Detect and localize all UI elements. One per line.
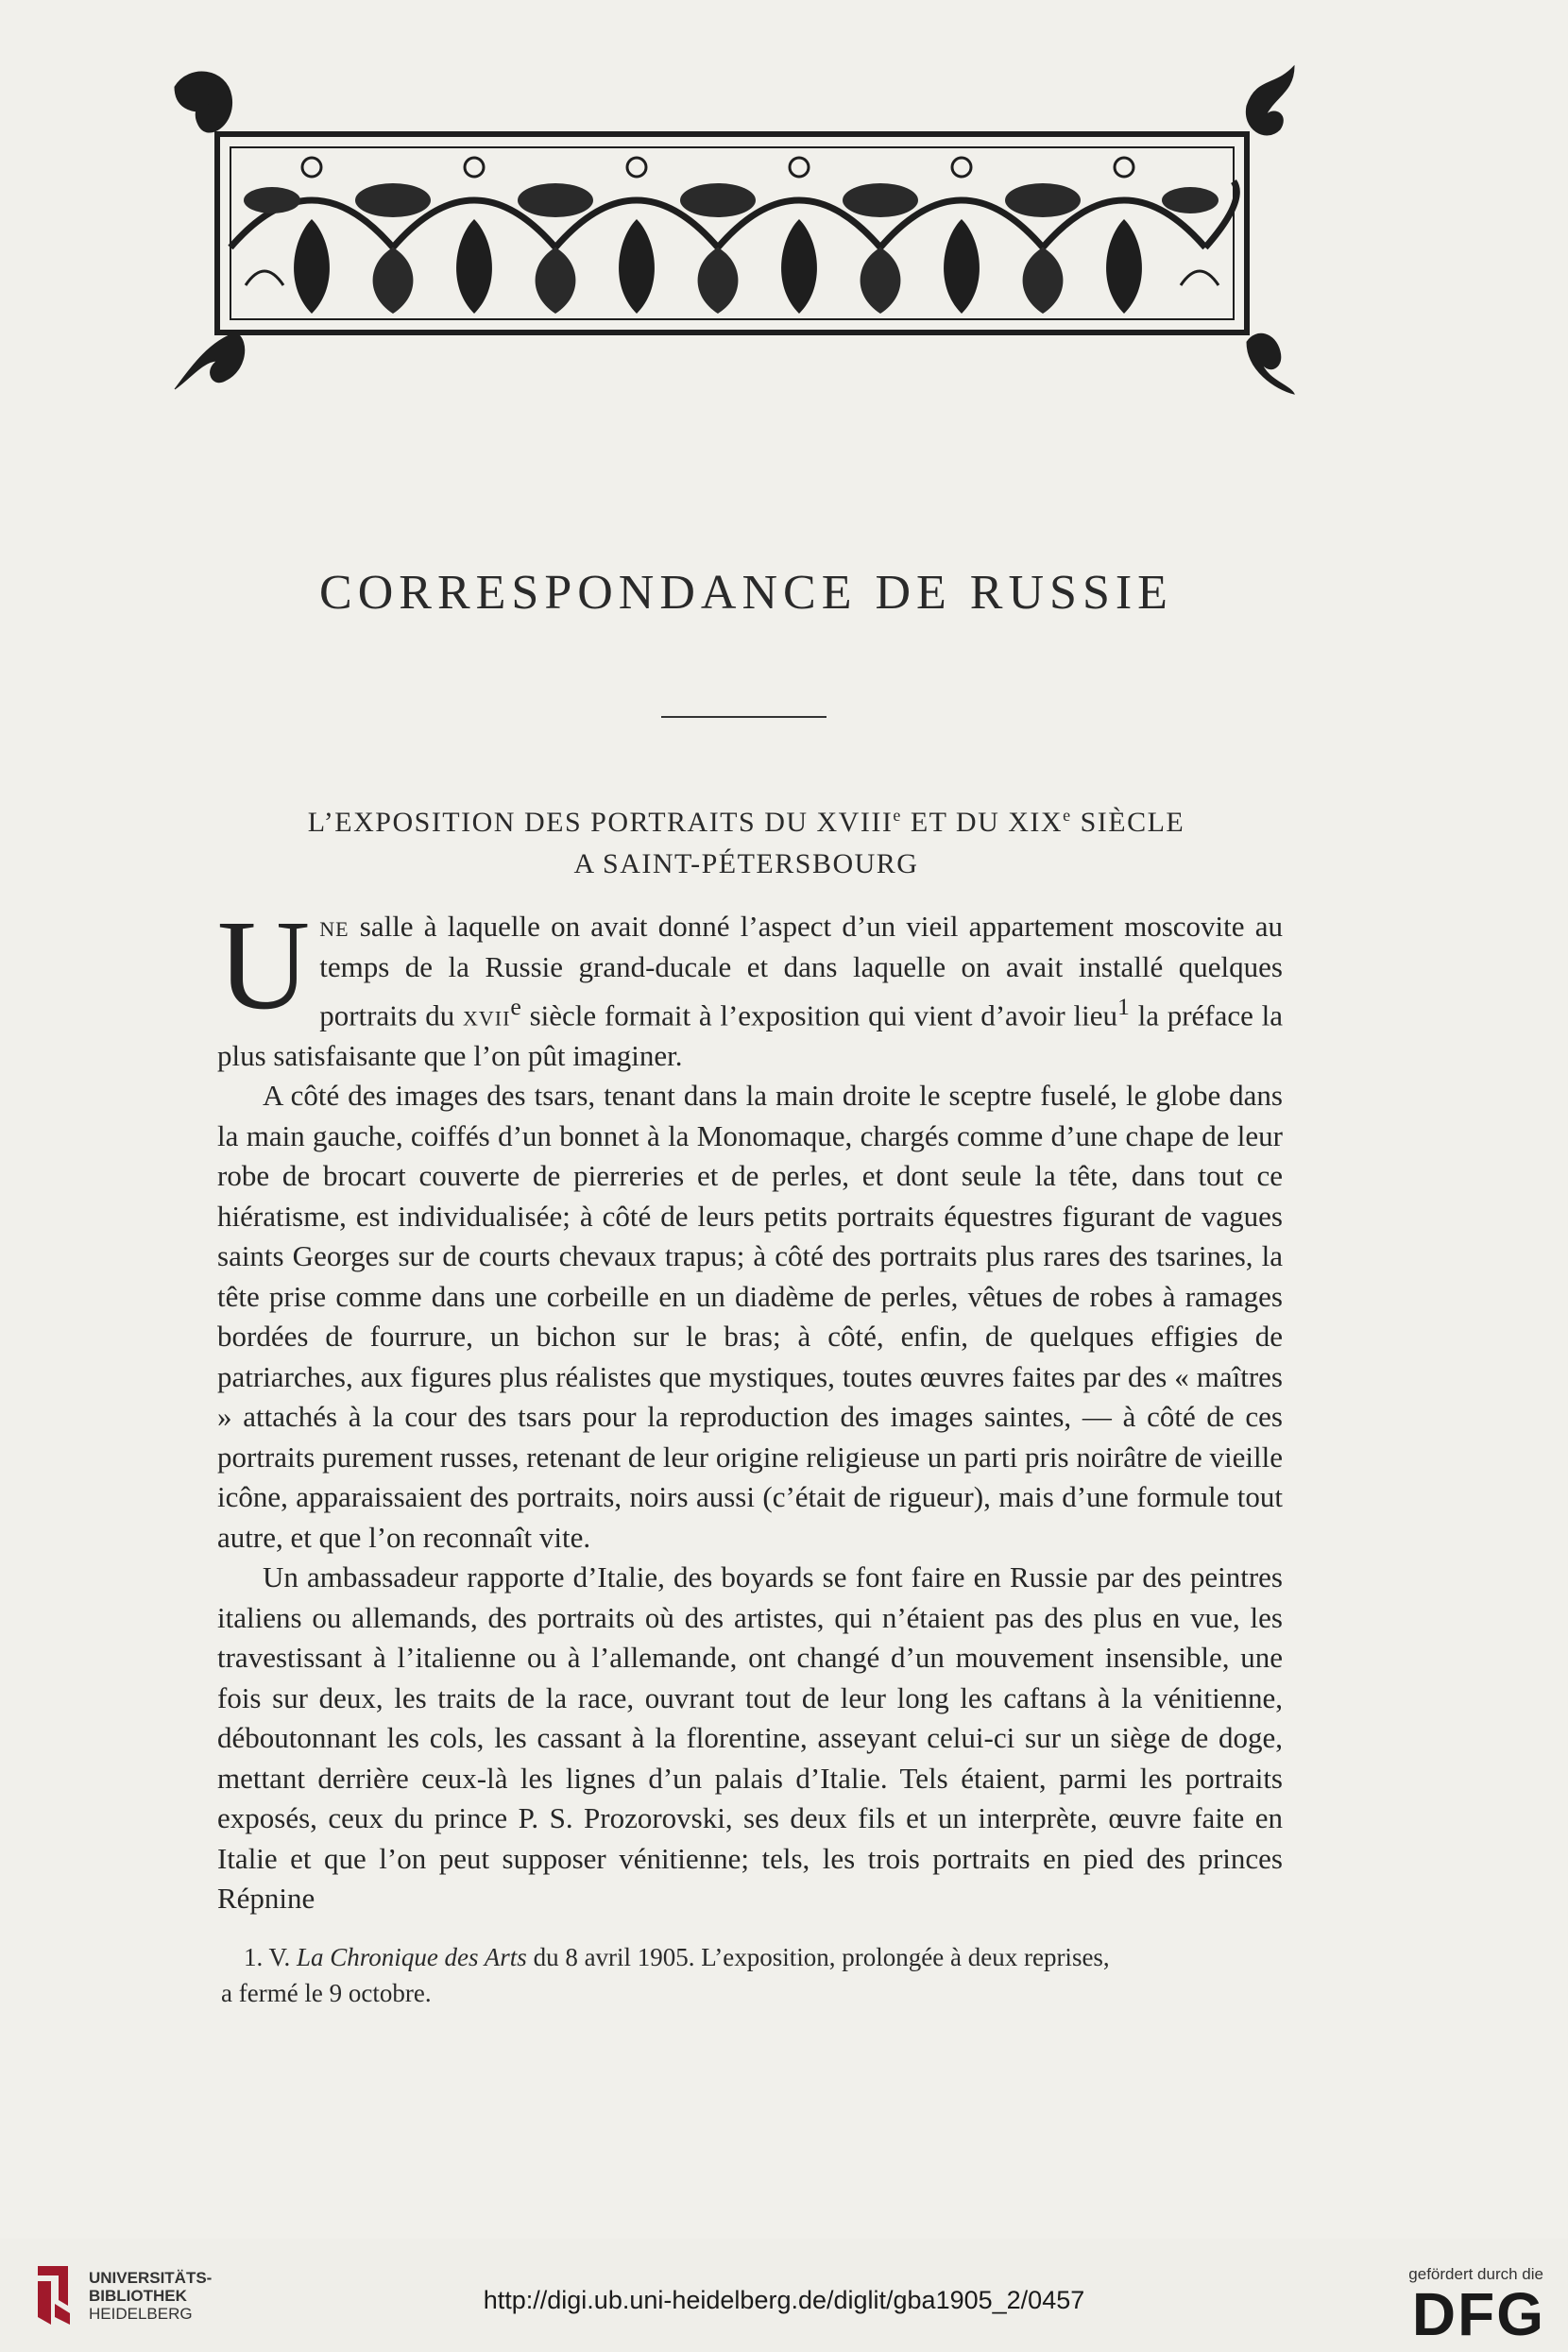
library-line-2: BIBLIOTHEK	[89, 2287, 187, 2305]
footnote-reference: 1	[1116, 993, 1130, 1020]
title-divider	[661, 716, 827, 718]
subtitle-part-a: L’EXPOSITION DES PORTRAITS DU XVIII	[307, 807, 894, 838]
century-superscript: e	[510, 993, 521, 1020]
subtitle-part-c: SIÈCLE	[1071, 807, 1185, 838]
article-body	[217, 895, 1283, 1919]
paragraph-1-part-b: siècle formait à l’exposition qui vient d’avoir lieu	[520, 998, 1117, 1032]
smallcaps-opening: ne	[319, 910, 349, 943]
footnote	[221, 1939, 1283, 2011]
permalink-url[interactable]: http://digi.ub.uni-heidelberg.de/diglit/gba1905_2/0457	[483, 2286, 1085, 2314]
footnote-line-2: a fermé le 9 octobre.	[221, 1979, 432, 2007]
paragraph-2: A côté des images des tsars, tenant dans la main droite le sceptre fuselé, le globe dans la main gauche, coiffés d’un bonnet à la Monomaque, chargés comme d’une chape de leur robe de brocart couverte de pierreries et de perles, et dont seule la tête, dans tout ce hiératisme, est individualisée; à côté de leurs petits portraits équestres figurant de vagues saints Georges sur de courts chevaux trapus; à côté des portraits plus rares des tsarines, la tête prise comme dans une corbeille en un diadème de perles, vêtues de robes à ramages bordées de fourrure, un bichon sur le bras; à côté, enfin, de quelques effigies de patriarches, aux figures plus réalistes que mystiques, toutes œuvres faites par des « maîtres » attachés à la cour des tsars pour la reproduction des images saintes, — à côté de ces portraits purement russes, retenant de leur origine religieuse un parti pris noirâtre de vieille icône, apparaissaient des portraits, noirs aussi (c’était de rigueur), mais d’une formule tout autre, et que l’on reconnaît vite.	[217, 1079, 1283, 1554]
century-numeral: xvii	[462, 998, 511, 1032]
paragraph-3: Un ambassadeur rapporte d’Italie, des boyards se font faire en Russie par des peintres italiens ou allemands, des portraits où des artistes, qui n’étaient pas des plus en vue, les travestissant à l’italienne ou à l’allemande, ont changé d’un mouvement insensible, une fois sur deux, les traits de la race, ouvrant tout de leur long les caftans à la vénitienne, déboutonnant les cols, les cassant à la florentine, asseyant celui-ci sur un siège de doge, mettant derrière ceux-là les lignes d’un palais d’Italie. Tels étaient, parmi les portraits exposés, ceux du prince P. S. Prozorovski, ses deux fils et un interprète, œuvre faite en Italie et que l’on peut supposer vénitienne; tels, les trois portraits en pied des princes Répnine	[217, 1560, 1283, 1916]
subtitle-superscript-2: e	[1063, 806, 1072, 825]
drop-cap: U	[217, 895, 311, 1036]
paragraph-1	[217, 895, 1283, 1076]
subtitle-part-b: ET DU XIX	[901, 807, 1064, 838]
article-subtitle-line-2: A SAINT-PÉTERSBOURG	[573, 848, 919, 879]
subtitle-superscript-1: e	[893, 806, 902, 825]
library-line-1: UNIVERSITÄTS-	[89, 2269, 213, 2287]
funding-note: gefördert durch die	[1408, 2265, 1543, 2283]
library-line-3: HEIDELBERG	[89, 2305, 193, 2323]
article-subtitle-line-1	[0, 807, 1492, 839]
footnote-line-1	[244, 1939, 1283, 1975]
dfg-logo: DFG	[1411, 2280, 1545, 2348]
footnote-text: du 8 avril 1905. L’exposition, prolongée à deux reprises,	[526, 1943, 1110, 1971]
ornamental-headpiece	[170, 59, 1299, 418]
footnote-number: 1. V.	[244, 1943, 298, 1971]
paragraph-1-part-a: salle à laquelle on avait donné l’aspect d’un vieil appartement moscovite au temps de la Russie grand-ducale et dans laquelle on avait installé quelques portraits du	[319, 910, 1283, 1032]
article-title: CORRESPONDANCE DE RUSSIE	[319, 566, 1173, 620]
paragraph-1-part-c: la préface la plus satisfaisante que l’on pût imaginer.	[217, 998, 1283, 1072]
footnote-journal-title: La Chronique des Arts	[297, 1943, 527, 1971]
